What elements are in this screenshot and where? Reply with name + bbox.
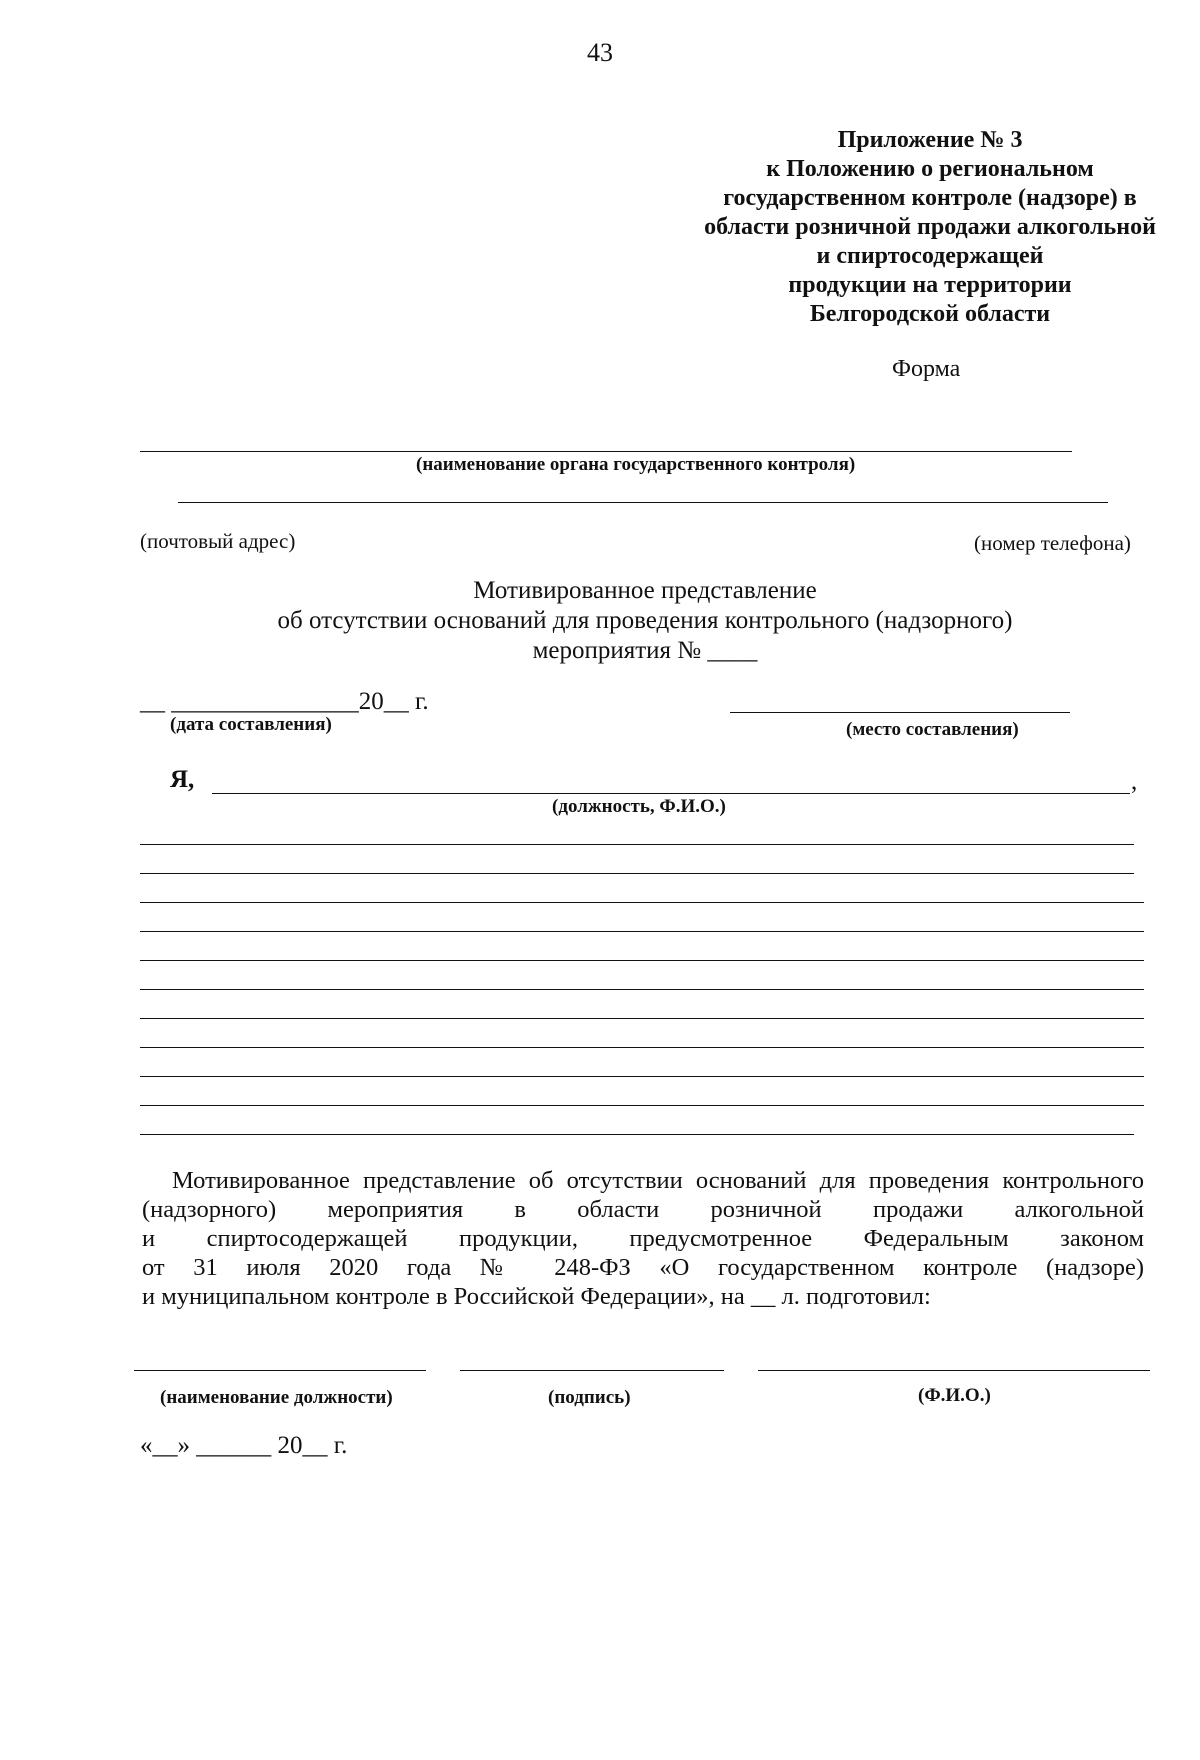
appendix-line: Приложение № 3 [837, 127, 1023, 153]
author-field-line[interactable] [212, 793, 1130, 794]
phone-caption: (номер телефона) [974, 531, 1131, 555]
address-field-line[interactable] [178, 502, 1108, 503]
place-caption: (место составления) [846, 719, 1019, 740]
paragraph-line: Мотивированное представление об отсутствии оснований для проведения контрольного [172, 1167, 1144, 1194]
blank-line[interactable] [140, 873, 1134, 874]
place-field-line[interactable] [730, 712, 1070, 713]
body-paragraph [142, 1166, 1144, 1311]
blank-line[interactable] [140, 960, 1144, 961]
authority-field-line[interactable] [140, 451, 1072, 452]
paragraph-line: и спиртосодержащей продукции, предусмотренное Федеральным законом [142, 1225, 1144, 1252]
author-prefix: Я, [170, 766, 195, 793]
signature-date-field[interactable]: «__» ______ 20__ г. [140, 1432, 348, 1459]
signature-field-line[interactable] [460, 1370, 724, 1371]
blank-line[interactable] [140, 989, 1144, 990]
blank-line[interactable] [140, 844, 1134, 845]
author-suffix: , [1131, 768, 1138, 795]
document-title [0, 576, 1200, 666]
position-caption: (наименование должности) [160, 1387, 393, 1408]
blank-line[interactable] [140, 1076, 1144, 1077]
author-caption: (должность, Ф.И.О.) [552, 796, 726, 817]
blank-line[interactable] [140, 931, 1144, 932]
title-line: об отсутствии оснований для проведения контрольного (надзорного) [277, 607, 1013, 634]
page-number: 43 [587, 38, 613, 67]
paragraph-line: от 31 июля 2020 года № 248-ФЗ «О государственном контроле (надзоре) [142, 1254, 1144, 1281]
blank-line[interactable] [140, 1134, 1134, 1135]
appendix-line: продукции на территории [788, 272, 1072, 298]
appendix-line: Белгородской области [809, 301, 1051, 327]
blank-line[interactable] [140, 902, 1144, 903]
name-field-line[interactable] [758, 1370, 1150, 1371]
date-field[interactable]: __ _______________20__ г. [140, 688, 429, 715]
appendix-line: и спиртосодержащей [816, 243, 1044, 269]
appendix-line: к Положению о региональном [766, 156, 1094, 182]
blank-line[interactable] [140, 1047, 1144, 1048]
blank-line[interactable] [140, 1018, 1144, 1019]
date-caption: (дата составления) [170, 714, 332, 735]
blank-line[interactable] [140, 1105, 1144, 1106]
form-label: Форма [892, 356, 961, 382]
paragraph-line: и муниципальном контроле в Российской Федерации», на __ л. подготовил: [142, 1283, 931, 1310]
title-line: Мотивированное представление [473, 577, 817, 604]
appendix-line: государственном контроле (надзоре) в [723, 185, 1137, 211]
appendix-line: области розничной продажи алкогольной [704, 214, 1156, 240]
authority-caption: (наименование органа государственного контроля) [416, 454, 856, 475]
appendix-block [680, 126, 1180, 329]
position-field-line[interactable] [134, 1370, 426, 1371]
title-line: мероприятия № ____ [532, 637, 758, 664]
name-caption: (Ф.И.О.) [918, 1385, 991, 1406]
signature-caption: (подпись) [548, 1387, 631, 1408]
address-caption: (почтовый адрес) [140, 529, 296, 553]
paragraph-line: (надзорного) мероприятия в области розничной продажи алкогольной [142, 1196, 1144, 1223]
